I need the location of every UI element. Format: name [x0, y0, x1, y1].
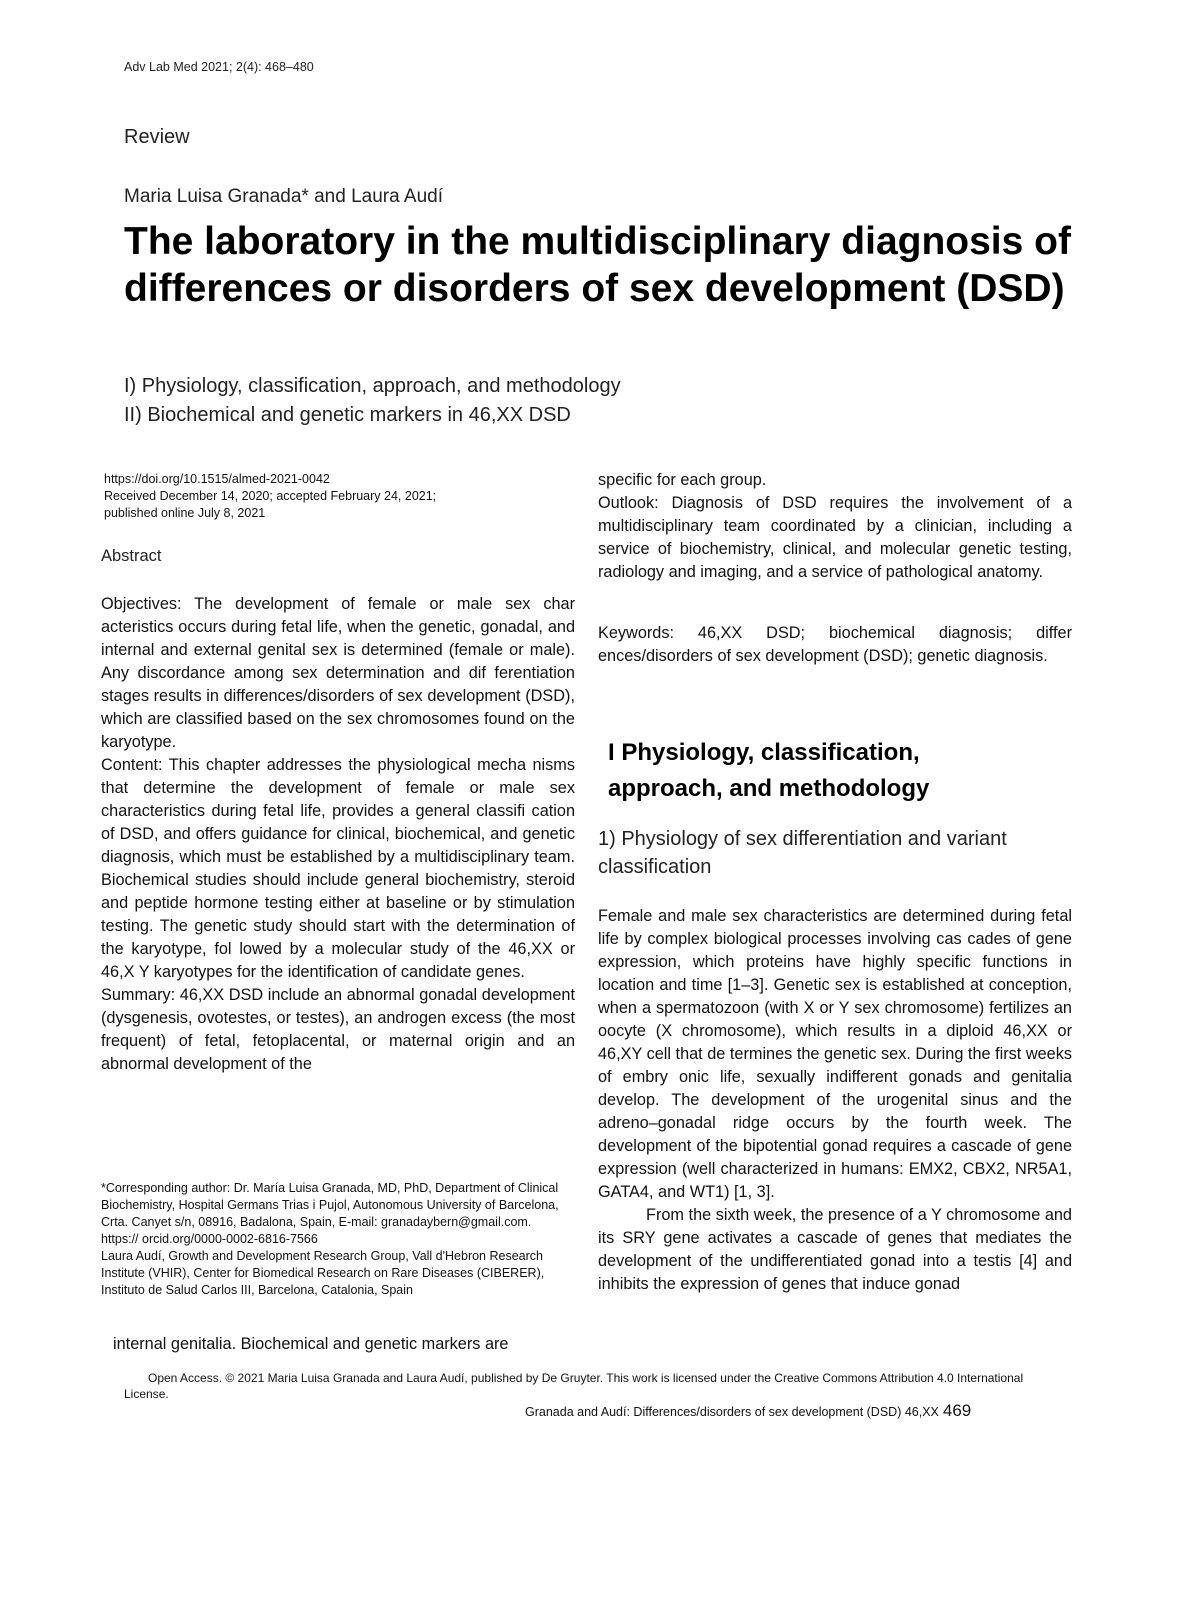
abstract-right-column	[598, 469, 1072, 584]
subtitle-2: II) Biochemical and genetic markers in 46,XX DSD	[124, 404, 571, 426]
corresponding-author-footnote	[101, 1180, 571, 1299]
section-heading	[608, 735, 929, 807]
body-text	[598, 905, 1072, 1296]
published-date: published online July 8, 2021	[104, 506, 266, 520]
abstract-outlook: Outlook: Diagnosis of DSD requires the involvement of a multidisciplinary team coordinated by a clinician, including a service of biochemistry, clinical, and molecular genetic testing, radiology and imaging, and a service of pathological anatomy.	[598, 494, 1072, 581]
abstract-summary-continued: internal genitalia. Biochemical and genetic markers are	[113, 1335, 509, 1353]
abstract-heading: Abstract	[101, 547, 162, 565]
abstract-summary-end: specific for each group.	[598, 471, 767, 489]
open-access-license: Open Access. © 2021 Maria Luisa Granada and Laura Audí, published by De Gruyter. This work is licensed under the Creative Commons Attribution 4.0 International License.	[124, 1371, 1024, 1401]
subtitle-1: I) Physiology, classification, approach, and methodology	[124, 375, 621, 397]
body-paragraph-2: From the sixth week, the presence of a Y chromosome and its SRY gene activates a cascade of genes that mediates the development of the undifferentiated gonad into a testis [4] and inhibits the expression of genes that induce gonad	[598, 1206, 1072, 1293]
article-title: The laboratory in the multidisciplinary diagnosis of differences or disorders of sex development (DSD)	[124, 220, 1071, 310]
abstract-summary: Summary: 46,XX DSD include an abnormal gonadal development (dysgenesis, ovotestes, or testes), an androgen excess (the most frequent) of fetal, fetoplacental, or maternal origin and an abnormal development of the	[101, 986, 575, 1073]
running-footer	[525, 1401, 971, 1421]
section-heading-line-2: approach, and methodology	[608, 775, 930, 802]
second-author-affiliation: Laura Audí, Growth and Development Research Group, Vall d'Hebron Research Institute (VHIR), Center for Biomedical Research on Rare Diseases (CIBERER), Instituto de Salud Carlos III, Barcelona, Catalonia, Spain	[101, 1249, 545, 1297]
abstract-left-column	[101, 593, 575, 1076]
abstract-objectives: Objectives: The development of female or male sex char acteristics occurs during fetal life, when the genetic, gonadal, and internal and external genital sex is determined (female or male). Any discordance among sex determination and dif ferentiation stages results in differences/disorders of sex development (DSD), which are classified based on the sex chromosomes found on the karyotype.	[101, 595, 575, 751]
subtitles	[124, 372, 621, 430]
body-paragraph-1: Female and male sex characteristics are determined during fetal life by complex biological processes involving cas cades of gene expression, which proteins have highly specific functions in location and time [1–3]. Genetic sex is established at conception, when a spermatozoon (with X or Y sex chromosome) fertilizes an oocyte (X chromosome), which results in a diploid 46,XX or 46,XY cell that de termines the genetic sex. During the first weeks of embry onic life, sexually indifferent gonads and genitalia develop. The development of the urogenital sinus and the adreno–gonadal ridge occurs by the fourth week. The development of the bipotential gonad requires a cascade of gene expression (well characterized in humans: EMX2, CBX2, NR5A1, GATA4, and WT1) [1, 3].	[598, 907, 1072, 1201]
page-number: 469	[942, 1401, 972, 1420]
keywords: Keywords: 46,XX DSD; biochemical diagnosis; differ ences/disorders of sex development (DSD); genetic diagnosis.	[598, 624, 1072, 665]
article-meta	[104, 471, 584, 522]
author-list: Maria Luisa Granada* and Laura Audí	[124, 186, 443, 207]
subsection-heading: 1) Physiology of sex differentiation and variant classification	[598, 828, 1007, 878]
abstract-content: Content: This chapter addresses the physiological mecha nisms that determine the development of female or male sex characteristics during fetal life, provides a general classifi cation of DSD, and offers guidance for clinical, biochemical, and genetic diagnosis, which must be established by a multidisciplinary team. Biochemical studies should include general biochemistry, steroid and peptide hormone testing either at baseline or by stimulation testing. The genetic study should start with the determination of the karyotype, fol lowed by a molecular study of the 46,XX or 46,X Y karyotypes for the identification of candidate genes.	[101, 756, 575, 981]
doi-link[interactable]: https://doi.org/10.1515/almed-2021-0042	[104, 472, 330, 486]
article-type: Review	[124, 126, 190, 148]
section-heading-line-1: I Physiology, classification,	[608, 739, 920, 766]
corresponding-author: *Corresponding author: Dr. María Luisa Granada, MD, PhD, Department of Clinical Biochemistry, Hospital Germans Trias i Pujol, Autonomous University of Barcelona, Crta. Canyet s/n, 08916, Badalona, Spain, E-mail: granadaybern@gmail.com. https:// orcid.org/0000-0002-6816-7566	[101, 1181, 559, 1246]
running-head: Granada and Audí: Differences/disorders of sex development (DSD) 46,XX	[525, 1405, 939, 1419]
received-date: Received December 14, 2020; accepted February 24, 2021;	[104, 489, 437, 503]
journal-reference: Adv Lab Med 2021; 2(4): 468–480	[124, 60, 314, 74]
